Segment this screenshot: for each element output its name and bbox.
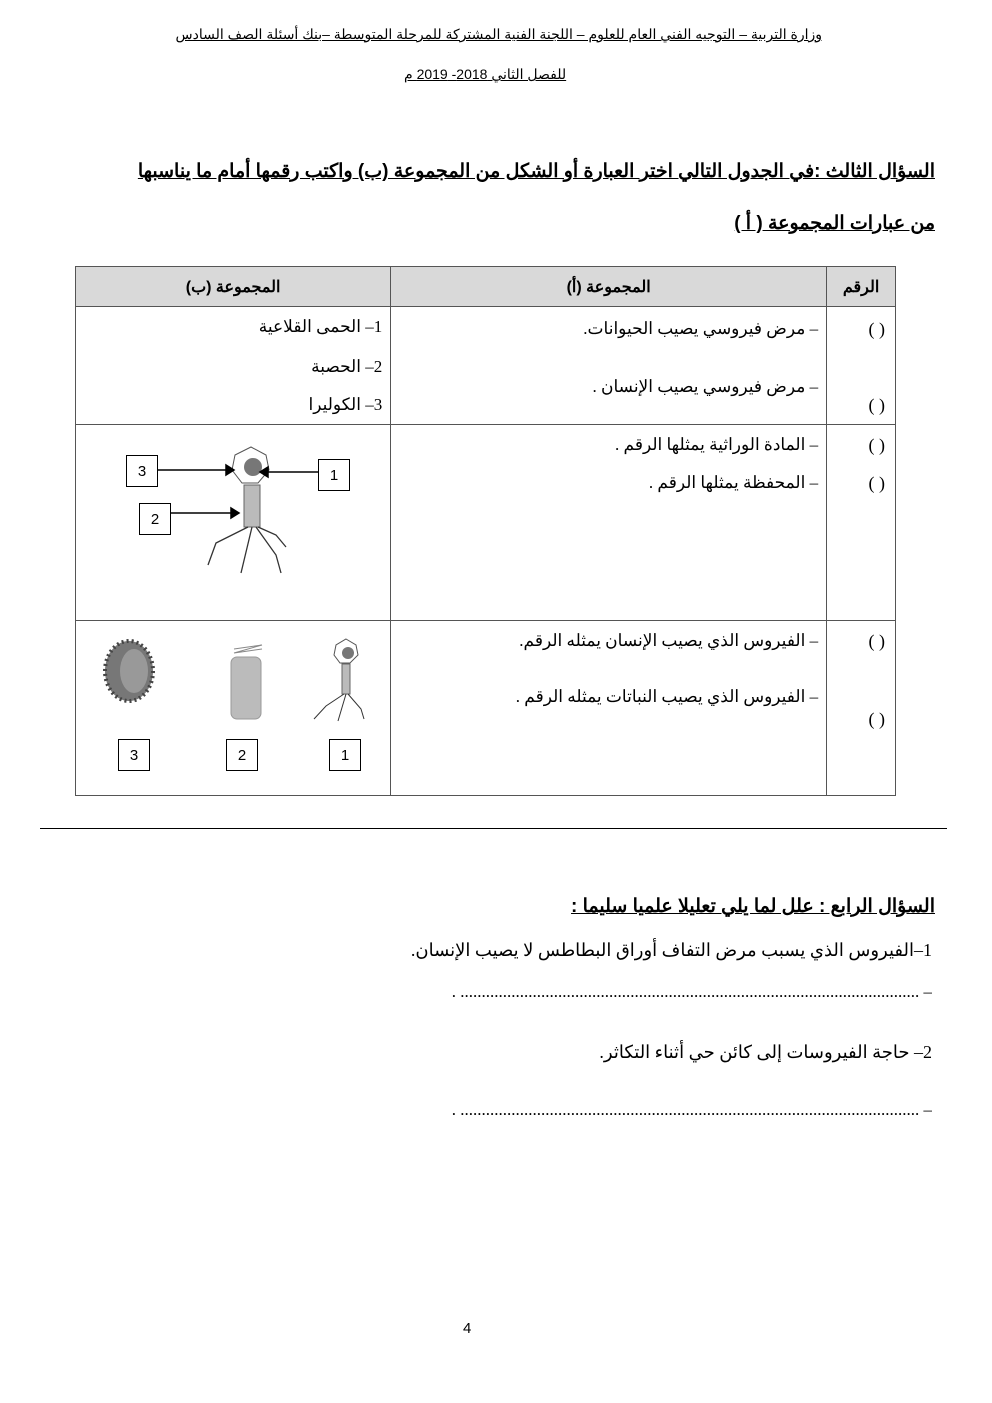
row2-group-a bbox=[391, 425, 827, 621]
header-line-2: للفصل الثاني 2018- 2019 م bbox=[404, 66, 567, 82]
option-3: 3– الكوليرا bbox=[308, 395, 383, 414]
statement: – مرض فيروسي يصيب الإنسان . bbox=[592, 377, 819, 396]
header-line-1: وزارة التربية – التوجيه الفني العام للعلوم – اللجنة الفنية المشتركة للمرحلة المتوسطة –بنك أسئلة الصف السادس bbox=[175, 26, 822, 42]
row3-group-b bbox=[76, 621, 391, 796]
question-3-title: السؤال الثالث :في الجدول التالي اختر العبارة أو الشكل من المجموعة (ب) واكتب رقمها أمام ما يناسبها bbox=[137, 161, 935, 182]
label-box-3: 3 bbox=[126, 455, 158, 487]
option-1: 1– الحمى القلاعية bbox=[258, 317, 383, 336]
bacteriophage-image bbox=[314, 639, 364, 721]
bacteriophage-diagram bbox=[76, 425, 391, 621]
answer-blank[interactable]: ( ) bbox=[868, 631, 885, 651]
row3-group-a bbox=[391, 621, 827, 796]
row1-group-a bbox=[391, 307, 827, 425]
answer-line-2[interactable]: – ............................................................................................................ . bbox=[451, 1100, 932, 1119]
statement: – المحفظة يمثلها الرقم . bbox=[648, 473, 819, 492]
question-4-item-2: 2– حاجة الفيروسات إلى كائن حي أثناء التكاثر. bbox=[599, 1042, 932, 1062]
row3-number bbox=[827, 621, 896, 796]
label-box-3: 3 bbox=[118, 739, 150, 771]
question-4-title: السؤال الرابع : علل لما يلي تعليلا علميا سليما : bbox=[571, 896, 935, 917]
row1-group-b bbox=[76, 307, 391, 425]
statement: – مرض فيروسي يصيب الحيوانات. bbox=[583, 319, 819, 338]
answer-line-1[interactable]: – ............................................................................................................ . bbox=[451, 982, 932, 1001]
question-4-item-1: 1–الفيروس الذي يسبب مرض التفاف أوراق البطاطس لا يصيب الإنسان. bbox=[410, 940, 932, 960]
answer-blank[interactable]: ( ) bbox=[868, 395, 885, 415]
page-number: 4 bbox=[463, 1320, 472, 1337]
answer-blank[interactable]: ( ) bbox=[868, 473, 885, 493]
row1-number bbox=[827, 307, 896, 425]
label-box-2: 2 bbox=[139, 503, 171, 535]
option-2: 2– الحصبة bbox=[311, 357, 383, 376]
genetic-material bbox=[244, 458, 262, 476]
matching-table bbox=[75, 266, 896, 796]
row2-group-b bbox=[76, 425, 391, 621]
label-box-1: 1 bbox=[318, 459, 350, 491]
question-3-subtitle: من عبارات المجموعة ( أ ) bbox=[734, 213, 935, 234]
answer-blank[interactable]: ( ) bbox=[868, 435, 885, 455]
statement: – الفيروس الذي يصيب الإنسان يمثله الرقم. bbox=[519, 631, 819, 650]
spherical-virus-image bbox=[105, 641, 153, 701]
label-box-2: 2 bbox=[226, 739, 258, 771]
header-group-b: المجموعة (ب) bbox=[76, 267, 391, 307]
header-group-a: المجموعة (أ) bbox=[391, 267, 827, 307]
section-divider bbox=[40, 828, 947, 829]
row2-number bbox=[827, 425, 896, 621]
answer-blank[interactable]: ( ) bbox=[868, 319, 885, 339]
statement: – المادة الوراثية يمثلها الرقم . bbox=[615, 435, 819, 454]
label-box-1: 1 bbox=[329, 739, 361, 771]
header-number: الرقم bbox=[827, 267, 896, 307]
answer-blank[interactable]: ( ) bbox=[868, 709, 885, 729]
rod-virus-image bbox=[231, 645, 262, 719]
statement: – الفيروس الذي يصيب النباتات يمثله الرقم . bbox=[515, 687, 819, 706]
